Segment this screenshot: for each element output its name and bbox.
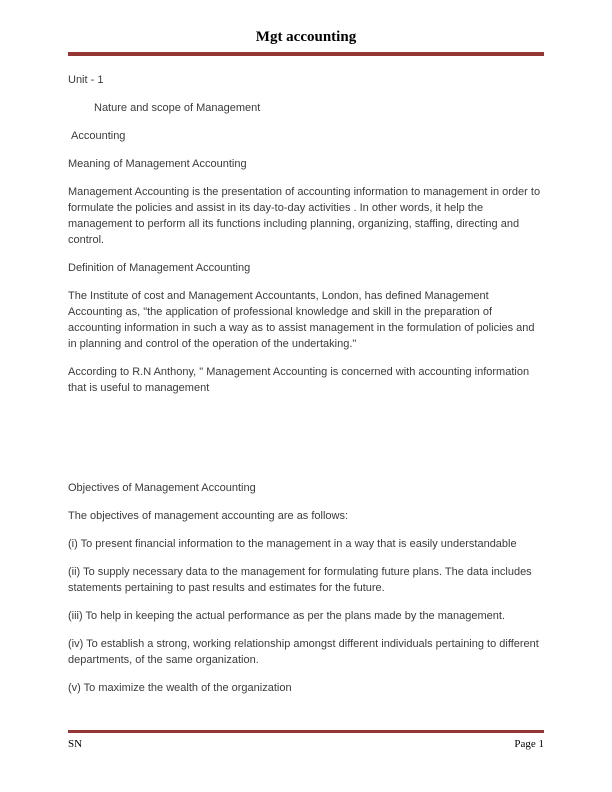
objective-item-2: (ii) To supply necessary data to the management for formulating future plans. The data includes statements pertaining to past results and estimates for the future. xyxy=(68,566,535,594)
meaning-paragraph: Management Accounting is the presentation of accounting information to management in order to formulate the policies and assist in its day-to-day activities . In other words, it help the management to perform all its functions including planning, organizing, staffing, directing and control. xyxy=(68,186,544,246)
objectives-intro: The objectives of management accounting are as follows: xyxy=(68,510,349,522)
objective-item-5: (v) To maximize the wealth of the organization xyxy=(68,682,292,694)
objective-item-4: (iv) To establish a strong, working relationship amongst different individuals pertaining to different departments, of the same organization. xyxy=(68,638,542,666)
page-footer xyxy=(68,730,544,750)
chapter-title-line-2: Accounting xyxy=(71,130,126,142)
objectives-heading: Objectives of Management Accounting xyxy=(68,482,256,494)
footer-page-number: Page 1 xyxy=(514,738,544,750)
footer-author: SN xyxy=(68,738,83,750)
definition-heading: Definition of Management Accounting xyxy=(68,262,251,274)
unit-heading: Unit - 1 xyxy=(68,74,104,86)
anthony-quote-paragraph: According to R.N Anthony, " Management Accounting is concerned with accounting information that is useful to management xyxy=(68,366,533,394)
meaning-heading: Meaning of Management Accounting xyxy=(68,158,247,170)
document-body xyxy=(68,72,544,696)
definition-paragraph: The Institute of cost and Management Accountants, London, has defined Management Accounting as, "the application of professional knowledge and skill in the preparation of accounting information in such a way as to assist management in the formulation of policies and in planning and control of the operation of the undertaking." xyxy=(68,290,538,350)
title-divider-rule xyxy=(68,52,544,56)
chapter-title-line-1: Nature and scope of Management xyxy=(94,102,261,114)
objective-item-1: (i) To present financial information to the management in a way that is easily understandable xyxy=(68,538,517,550)
page-title: Mgt accounting xyxy=(255,29,357,45)
objective-item-3: (iii) To help in keeping the actual performance as per the plans made by the management. xyxy=(68,610,505,622)
